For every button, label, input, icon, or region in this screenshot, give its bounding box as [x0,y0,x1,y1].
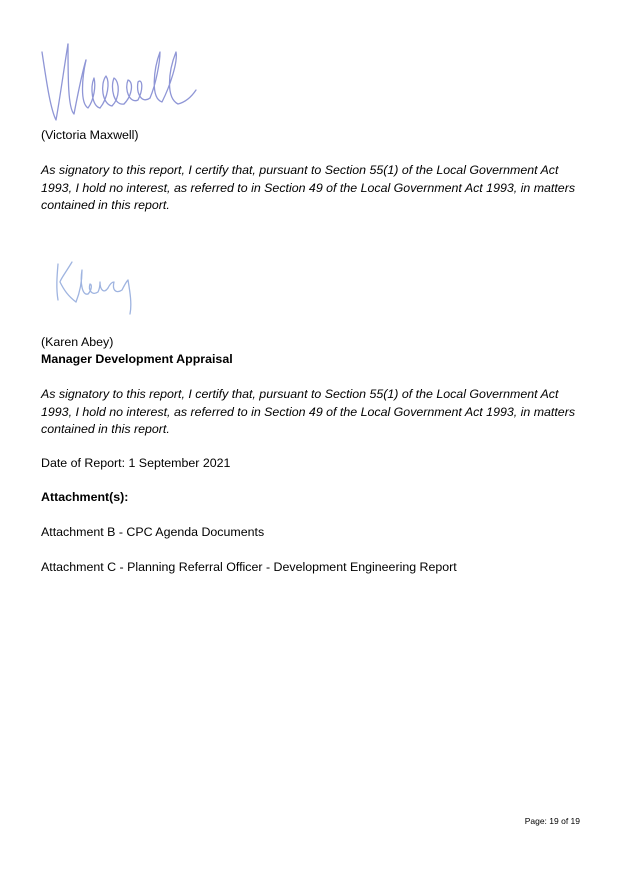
report-date: Date of Report: 1 September 2021 [41,456,231,470]
signatory-2-title: Manager Development Appraisal [41,352,233,366]
page-number: Page: 19 of 19 [524,816,580,826]
attachment-item: Attachment B - CPC Agenda Documents [41,525,265,539]
attachment-item: Attachment C - Planning Referral Officer - Development Engineering Report [41,560,457,574]
signatory-1-declaration: As signatory to this report, I certify that, pursuant to Section 55(1) of the Local Government Act 1993, I hold no interest, as referred to in Section 49 of the Local Government Act 1993, in matters contained in this report. [41,163,576,212]
signatory-2-declaration: As signatory to this report, I certify that, pursuant to Section 55(1) of the Local Government Act 1993, I hold no interest, as referred to in Section 49 of the Local Government Act 1993, in matters contained in this report. [41,387,576,436]
attachments-heading: Attachment(s): [41,490,129,504]
signatory-1-name: (Victoria Maxwell) [41,128,139,142]
signature-karen-abey [52,258,142,318]
signature-victoria-maxwell [38,38,203,128]
signatory-2-name: (Karen Abey) [41,335,114,349]
